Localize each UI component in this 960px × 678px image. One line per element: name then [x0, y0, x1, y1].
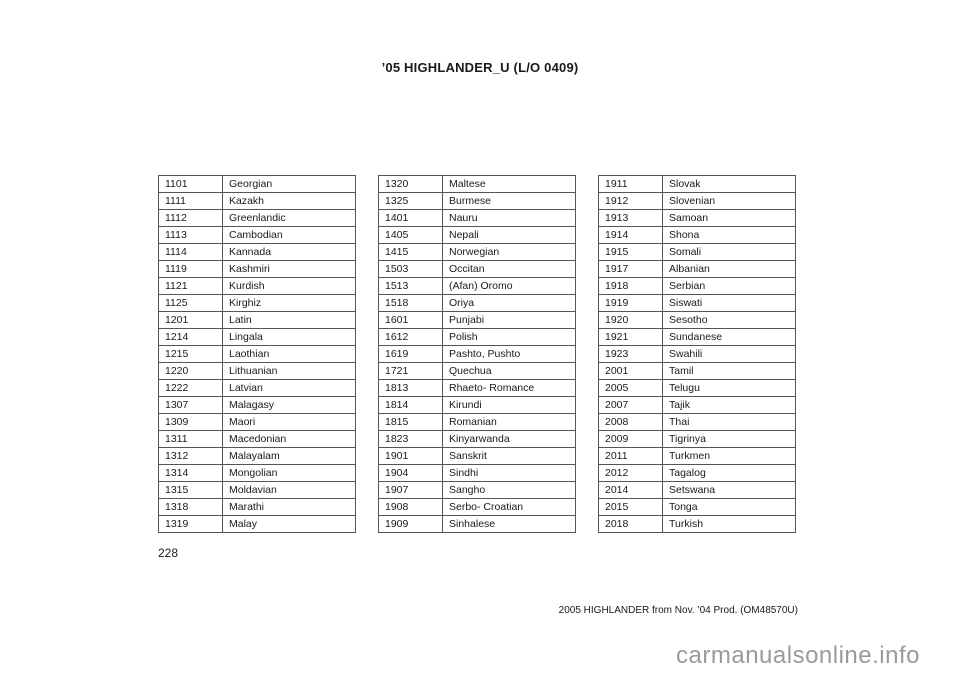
document-footer: 2005 HIGHLANDER from Nov. ’04 Prod. (OM48570U) — [558, 605, 798, 616]
language-name-cell: Kurdish — [223, 278, 356, 295]
language-name-cell: Georgian — [223, 176, 356, 193]
table-row — [379, 482, 576, 499]
language-code-cell: 1215 — [159, 346, 223, 363]
table-row — [599, 295, 796, 312]
table-row — [379, 380, 576, 397]
language-code-cell: 1813 — [379, 380, 443, 397]
table-row — [159, 465, 356, 482]
language-code-cell: 1113 — [159, 227, 223, 244]
language-code-cell: 1220 — [159, 363, 223, 380]
language-code-cell: 1312 — [159, 448, 223, 465]
language-code-cell: 1320 — [379, 176, 443, 193]
language-code-cell: 2018 — [599, 516, 663, 533]
table-row — [159, 295, 356, 312]
table-row — [159, 431, 356, 448]
language-name-cell: Latvian — [223, 380, 356, 397]
language-name-cell: Somali — [663, 244, 796, 261]
page-number: 228 — [158, 546, 179, 560]
table-row — [599, 499, 796, 516]
table-row — [599, 363, 796, 380]
language-name-cell: Sinhalese — [443, 516, 576, 533]
table-row — [159, 346, 356, 363]
table-row — [599, 414, 796, 431]
table-row — [379, 363, 576, 380]
language-name-cell: Norwegian — [443, 244, 576, 261]
table-row — [379, 278, 576, 295]
table-row — [599, 465, 796, 482]
language-code-table-3 — [598, 175, 796, 533]
language-code-cell: 1311 — [159, 431, 223, 448]
language-code-cell: 1908 — [379, 499, 443, 516]
language-name-cell: Punjabi — [443, 312, 576, 329]
language-code-cell: 1912 — [599, 193, 663, 210]
language-code-cell: 1513 — [379, 278, 443, 295]
document-header: ’05 HIGHLANDER_U (L/O 0409) — [381, 60, 579, 75]
language-name-cell: Turkmen — [663, 448, 796, 465]
language-code-cell: 1401 — [379, 210, 443, 227]
language-name-cell: Kirghiz — [223, 295, 356, 312]
language-code-cell: 1101 — [159, 176, 223, 193]
language-name-cell: Polish — [443, 329, 576, 346]
table-row — [599, 261, 796, 278]
language-name-cell: Latin — [223, 312, 356, 329]
language-name-cell: Kannada — [223, 244, 356, 261]
language-name-cell: Maori — [223, 414, 356, 431]
language-code-cell: 1214 — [159, 329, 223, 346]
language-name-cell: Marathi — [223, 499, 356, 516]
table-row — [159, 227, 356, 244]
language-name-cell: Swahili — [663, 346, 796, 363]
language-code-cell: 1518 — [379, 295, 443, 312]
table-row — [159, 329, 356, 346]
table-row — [379, 499, 576, 516]
language-name-cell: Setswana — [663, 482, 796, 499]
language-name-cell: Lingala — [223, 329, 356, 346]
language-name-cell: Pashto, Pushto — [443, 346, 576, 363]
table-row — [379, 346, 576, 363]
language-code-cell: 1314 — [159, 465, 223, 482]
table-row — [159, 210, 356, 227]
language-name-cell: Kazakh — [223, 193, 356, 210]
language-code-table-1 — [158, 175, 356, 533]
language-name-cell: Nauru — [443, 210, 576, 227]
language-code-cell: 1309 — [159, 414, 223, 431]
language-name-cell: Malagasy — [223, 397, 356, 414]
language-code-cell: 1315 — [159, 482, 223, 499]
table-row — [379, 448, 576, 465]
language-code-cell: 1914 — [599, 227, 663, 244]
language-name-cell: Burmese — [443, 193, 576, 210]
table-row — [599, 176, 796, 193]
language-code-cell: 1911 — [599, 176, 663, 193]
language-code-cell: 1815 — [379, 414, 443, 431]
language-code-cell: 1814 — [379, 397, 443, 414]
language-name-cell: Sesotho — [663, 312, 796, 329]
table-row — [599, 448, 796, 465]
language-name-cell: Thai — [663, 414, 796, 431]
language-code-cell: 2012 — [599, 465, 663, 482]
language-name-cell: Sundanese — [663, 329, 796, 346]
language-code-cell: 1415 — [379, 244, 443, 261]
language-name-cell: Quechua — [443, 363, 576, 380]
table-row — [379, 227, 576, 244]
table-row — [159, 380, 356, 397]
language-name-cell: Cambodian — [223, 227, 356, 244]
table-row — [599, 193, 796, 210]
table-row — [159, 499, 356, 516]
table-row — [379, 261, 576, 278]
language-name-cell: Kashmiri — [223, 261, 356, 278]
table-row — [159, 278, 356, 295]
language-name-cell: Oriya — [443, 295, 576, 312]
language-name-cell: Tagalog — [663, 465, 796, 482]
language-code-cell: 1114 — [159, 244, 223, 261]
language-code-cell: 1503 — [379, 261, 443, 278]
table-row — [379, 431, 576, 448]
language-code-cell: 2007 — [599, 397, 663, 414]
language-code-cell: 1601 — [379, 312, 443, 329]
language-code-cell: 1904 — [379, 465, 443, 482]
language-name-cell: Malay — [223, 516, 356, 533]
language-name-cell: Laothian — [223, 346, 356, 363]
language-code-cell: 1619 — [379, 346, 443, 363]
language-code-cell: 2015 — [599, 499, 663, 516]
language-name-cell: Kirundi — [443, 397, 576, 414]
table-row — [159, 363, 356, 380]
language-name-cell: Shona — [663, 227, 796, 244]
language-name-cell: Slovenian — [663, 193, 796, 210]
language-code-cell: 1907 — [379, 482, 443, 499]
language-code-cell: 1125 — [159, 295, 223, 312]
language-code-cell: 1121 — [159, 278, 223, 295]
table-row — [379, 193, 576, 210]
language-code-cell: 1901 — [379, 448, 443, 465]
table-row — [379, 244, 576, 261]
language-code-cell: 2009 — [599, 431, 663, 448]
language-name-cell: Maltese — [443, 176, 576, 193]
language-name-cell: Sindhi — [443, 465, 576, 482]
language-code-cell: 1201 — [159, 312, 223, 329]
language-code-cell: 1222 — [159, 380, 223, 397]
language-name-cell: Tamil — [663, 363, 796, 380]
table-row — [599, 244, 796, 261]
table-row — [599, 516, 796, 533]
language-name-cell: Kinyarwanda — [443, 431, 576, 448]
language-code-cell: 2005 — [599, 380, 663, 397]
language-code-cell: 2001 — [599, 363, 663, 380]
language-code-cell: 2008 — [599, 414, 663, 431]
language-name-cell: Sangho — [443, 482, 576, 499]
table-row — [159, 516, 356, 533]
language-name-cell: (Afan) Oromo — [443, 278, 576, 295]
table-row — [379, 516, 576, 533]
table-row — [159, 482, 356, 499]
language-name-cell: Tonga — [663, 499, 796, 516]
language-name-cell: Telugu — [663, 380, 796, 397]
language-code-table-2 — [378, 175, 576, 533]
language-name-cell: Serbo- Croatian — [443, 499, 576, 516]
table-row — [599, 482, 796, 499]
language-name-cell: Romanian — [443, 414, 576, 431]
table-row — [159, 312, 356, 329]
language-name-cell: Siswati — [663, 295, 796, 312]
language-code-cell: 1823 — [379, 431, 443, 448]
table-row — [159, 397, 356, 414]
language-code-cell: 1112 — [159, 210, 223, 227]
language-name-cell: Turkish — [663, 516, 796, 533]
table-row — [599, 312, 796, 329]
language-name-cell: Lithuanian — [223, 363, 356, 380]
language-name-cell: Slovak — [663, 176, 796, 193]
language-code-cell: 1325 — [379, 193, 443, 210]
table-row — [599, 329, 796, 346]
table-row — [599, 210, 796, 227]
table-row — [379, 397, 576, 414]
language-code-cell: 1111 — [159, 193, 223, 210]
table-row — [159, 414, 356, 431]
language-code-cell: 1919 — [599, 295, 663, 312]
language-name-cell: Moldavian — [223, 482, 356, 499]
language-name-cell: Nepali — [443, 227, 576, 244]
language-name-cell: Occitan — [443, 261, 576, 278]
watermark[interactable]: carmanualsonline.info — [676, 642, 920, 669]
language-code-cell: 1307 — [159, 397, 223, 414]
language-name-cell: Tajik — [663, 397, 796, 414]
language-code-cell: 1721 — [379, 363, 443, 380]
table-row — [159, 193, 356, 210]
language-code-cell: 2011 — [599, 448, 663, 465]
table-row — [599, 431, 796, 448]
table-row — [599, 380, 796, 397]
table-row — [379, 176, 576, 193]
language-name-cell: Albanian — [663, 261, 796, 278]
table-row — [379, 312, 576, 329]
table-row — [599, 397, 796, 414]
language-code-cell: 1921 — [599, 329, 663, 346]
language-code-cell: 1319 — [159, 516, 223, 533]
table-row — [159, 176, 356, 193]
language-name-cell: Serbian — [663, 278, 796, 295]
language-code-cell: 1917 — [599, 261, 663, 278]
language-code-cell: 1909 — [379, 516, 443, 533]
table-row — [599, 227, 796, 244]
language-name-cell: Tigrinya — [663, 431, 796, 448]
language-code-cell: 1612 — [379, 329, 443, 346]
language-name-cell: Macedonian — [223, 431, 356, 448]
table-row — [159, 448, 356, 465]
language-code-cell: 1920 — [599, 312, 663, 329]
language-name-cell: Rhaeto- Romance — [443, 380, 576, 397]
language-code-cell: 1318 — [159, 499, 223, 516]
language-name-cell: Sanskrit — [443, 448, 576, 465]
table-row — [379, 295, 576, 312]
table-row — [379, 414, 576, 431]
language-code-cell: 1918 — [599, 278, 663, 295]
language-name-cell: Samoan — [663, 210, 796, 227]
table-row — [159, 244, 356, 261]
language-name-cell: Mongolian — [223, 465, 356, 482]
table-row — [599, 346, 796, 363]
table-row — [379, 465, 576, 482]
table-row — [379, 210, 576, 227]
language-name-cell: Malayalam — [223, 448, 356, 465]
language-code-cell: 2014 — [599, 482, 663, 499]
language-code-cell: 1923 — [599, 346, 663, 363]
language-code-cell: 1119 — [159, 261, 223, 278]
language-code-cell: 1405 — [379, 227, 443, 244]
table-row — [159, 261, 356, 278]
table-row — [599, 278, 796, 295]
table-row — [379, 329, 576, 346]
language-code-cell: 1913 — [599, 210, 663, 227]
language-name-cell: Greenlandic — [223, 210, 356, 227]
language-code-cell: 1915 — [599, 244, 663, 261]
